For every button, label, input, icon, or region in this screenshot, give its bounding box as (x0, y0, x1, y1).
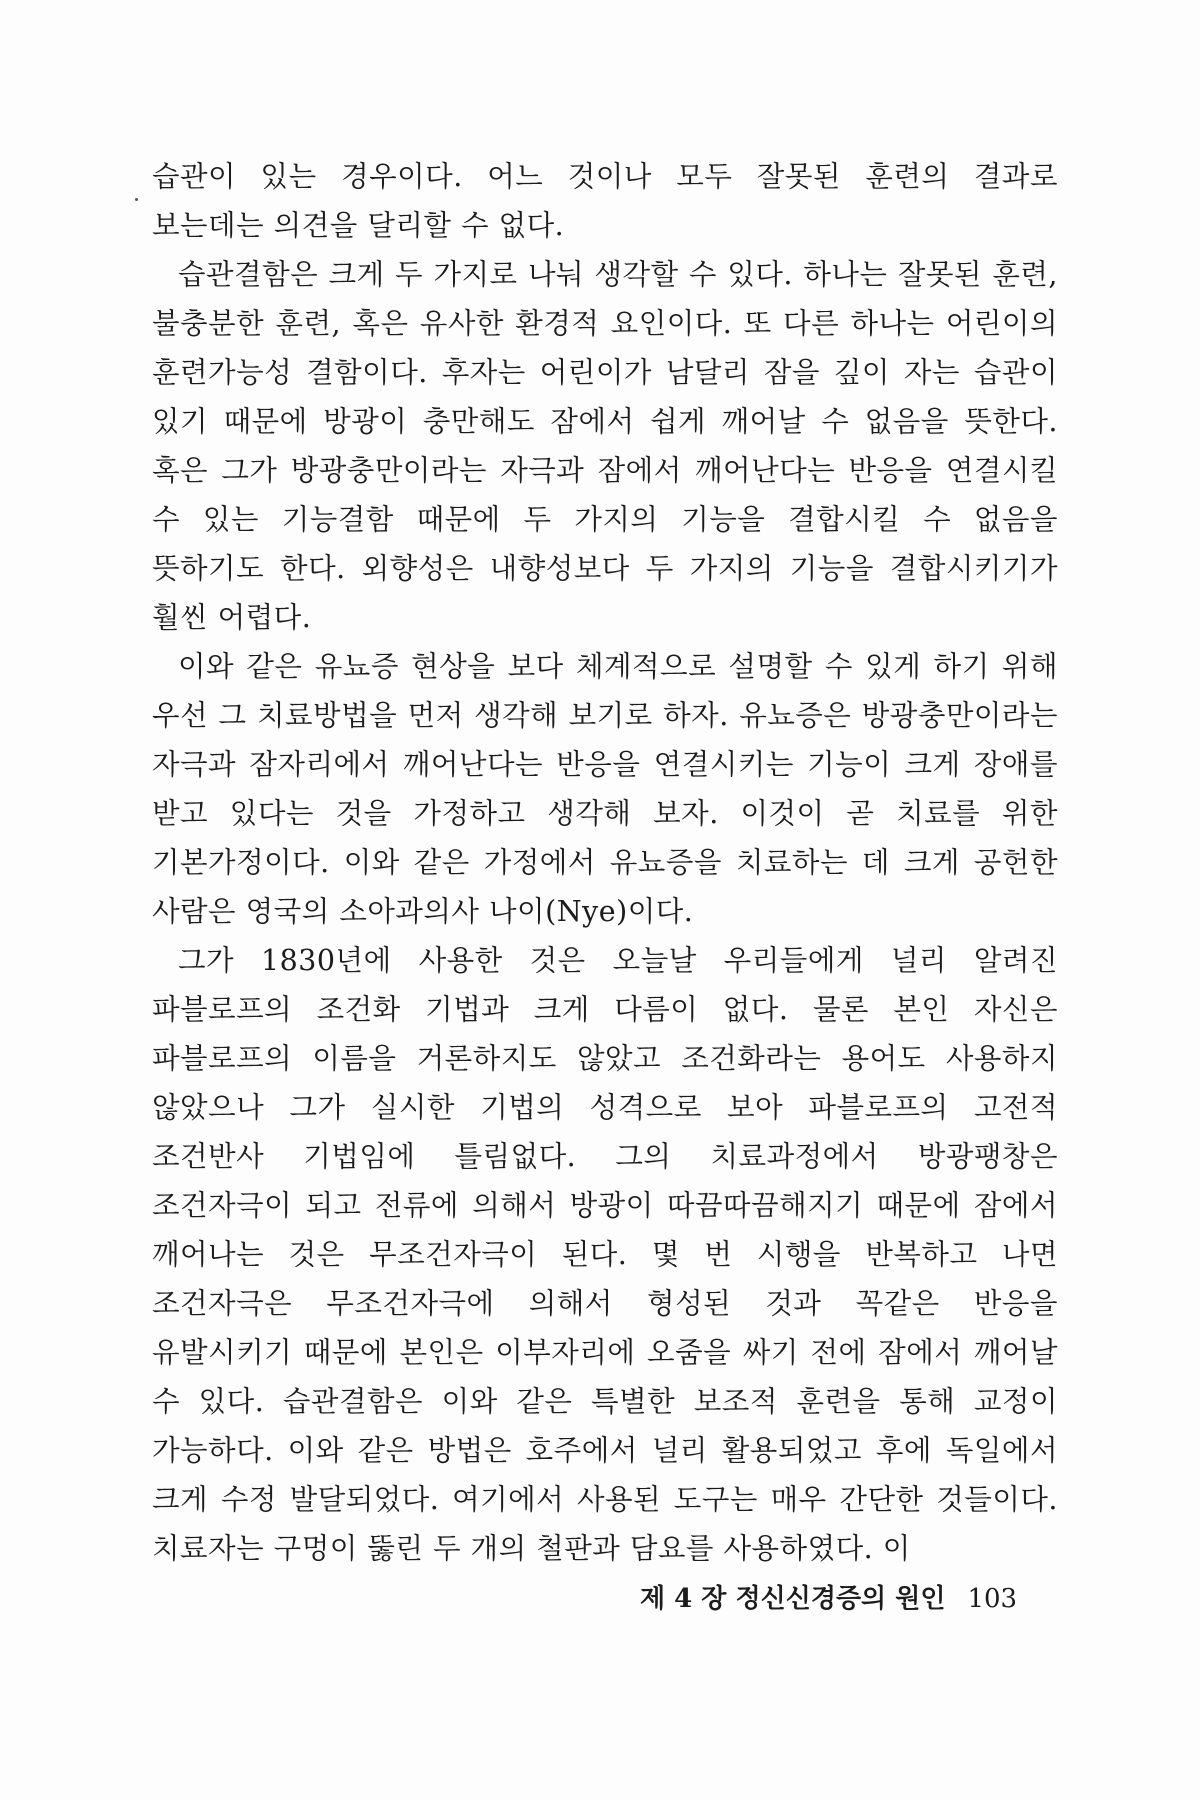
paragraph-4: 그가 1830년에 사용한 것은 오늘날 우리들에게 널리 알려진 파블로프의 조건화 기법과 크게 다름이 없다. 물론 본인 자신은 파블로프의 이름을 거론하지도 않았고 조건화라는 용어도 사용하지 않았으나 그가 실시한 기법의 성격으로 보아 파블로프의 고전적 조건반사 기법임에 틀림없다. 그의 치료과정에서 방광팽창은 조건자극이 되고 전류에 의해서 방광이 따끔따끔해지기 때문에 잠에서 깨어나는 것은 무조건자극이 된다. 몇 번 시행을 반복하고 나면 조건자극은 무조건자극에 의해서 형성된 것과 꼭같은 반응을 유발시키기 때문에 본인은 이부자리에 오줌을 싸기 전에 잠에서 깨어날 수 있다. 습관결함은 이와 같은 특별한 보조적 훈련을 통해 교정이 가능하다. 이와 같은 방법은 호주에서 널리 활용되었고 후에 독일에서 크게 수정 발달되었다. 여기에서 사용된 도구는 매우 간단한 것들이다. 치료자는 구멍이 뚫린 두 개의 철판과 담요를 사용하였다. 이 (152, 944, 1058, 1565)
paragraph-1: 습관이 있는 경우이다. 어느 것이나 모두 잘못된 훈련의 결과로 보는데는 의견을 달리할 수 없다. (152, 160, 1058, 242)
paragraph-3: 이와 같은 유뇨증 현상을 보다 체계적으로 설명할 수 있게 하기 위해 우선 그 치료방법을 먼저 생각해 보기로 하자. 유뇨증은 방광충만이라는 자극과 잠자리에서 깨어난다는 반응을 연결시키는 기능이 크게 장애를 받고 있다는 것을 가정하고 생각해 보자. 이것이 곧 치료를 위한 기본가정이다. 이와 같은 가정에서 유뇨증을 치료하는 데 크게 공헌한 사람은 영국의 소아과의사 나이(Nye)이다. (152, 650, 1058, 928)
scan-speck (135, 198, 138, 201)
chapter-title: 제 4 장 정신신경증의 원인 (640, 1584, 946, 1614)
body-text (152, 152, 1058, 1573)
paragraph-2: 습관결함은 크게 두 가지로 나눠 생각할 수 있다. 하나는 잘못된 훈련, 불충분한 훈련, 혹은 유사한 환경적 요인이다. 또 다른 하나는 어린이의 훈련가능성 결함이다. 후자는 어린이가 남달리 잠을 깊이 자는 습관이 있기 때문에 방광이 충만해도 잠에서 쉽게 깨어날 수 없음을 뜻한다. 혹은 그가 방광충만이라는 자극과 잠에서 깨어난다는 반응을 연결시킬 수 있는 기능결함 때문에 두 가지의 기능을 결합시킬 수 없음을 뜻하기도 한다. 외향성은 내향성보다 두 가지의 기능을 결합시키기가 훨씬 어렵다. (152, 258, 1058, 634)
running-footer (640, 1579, 1060, 1619)
page-number: 103 (967, 1584, 1018, 1614)
